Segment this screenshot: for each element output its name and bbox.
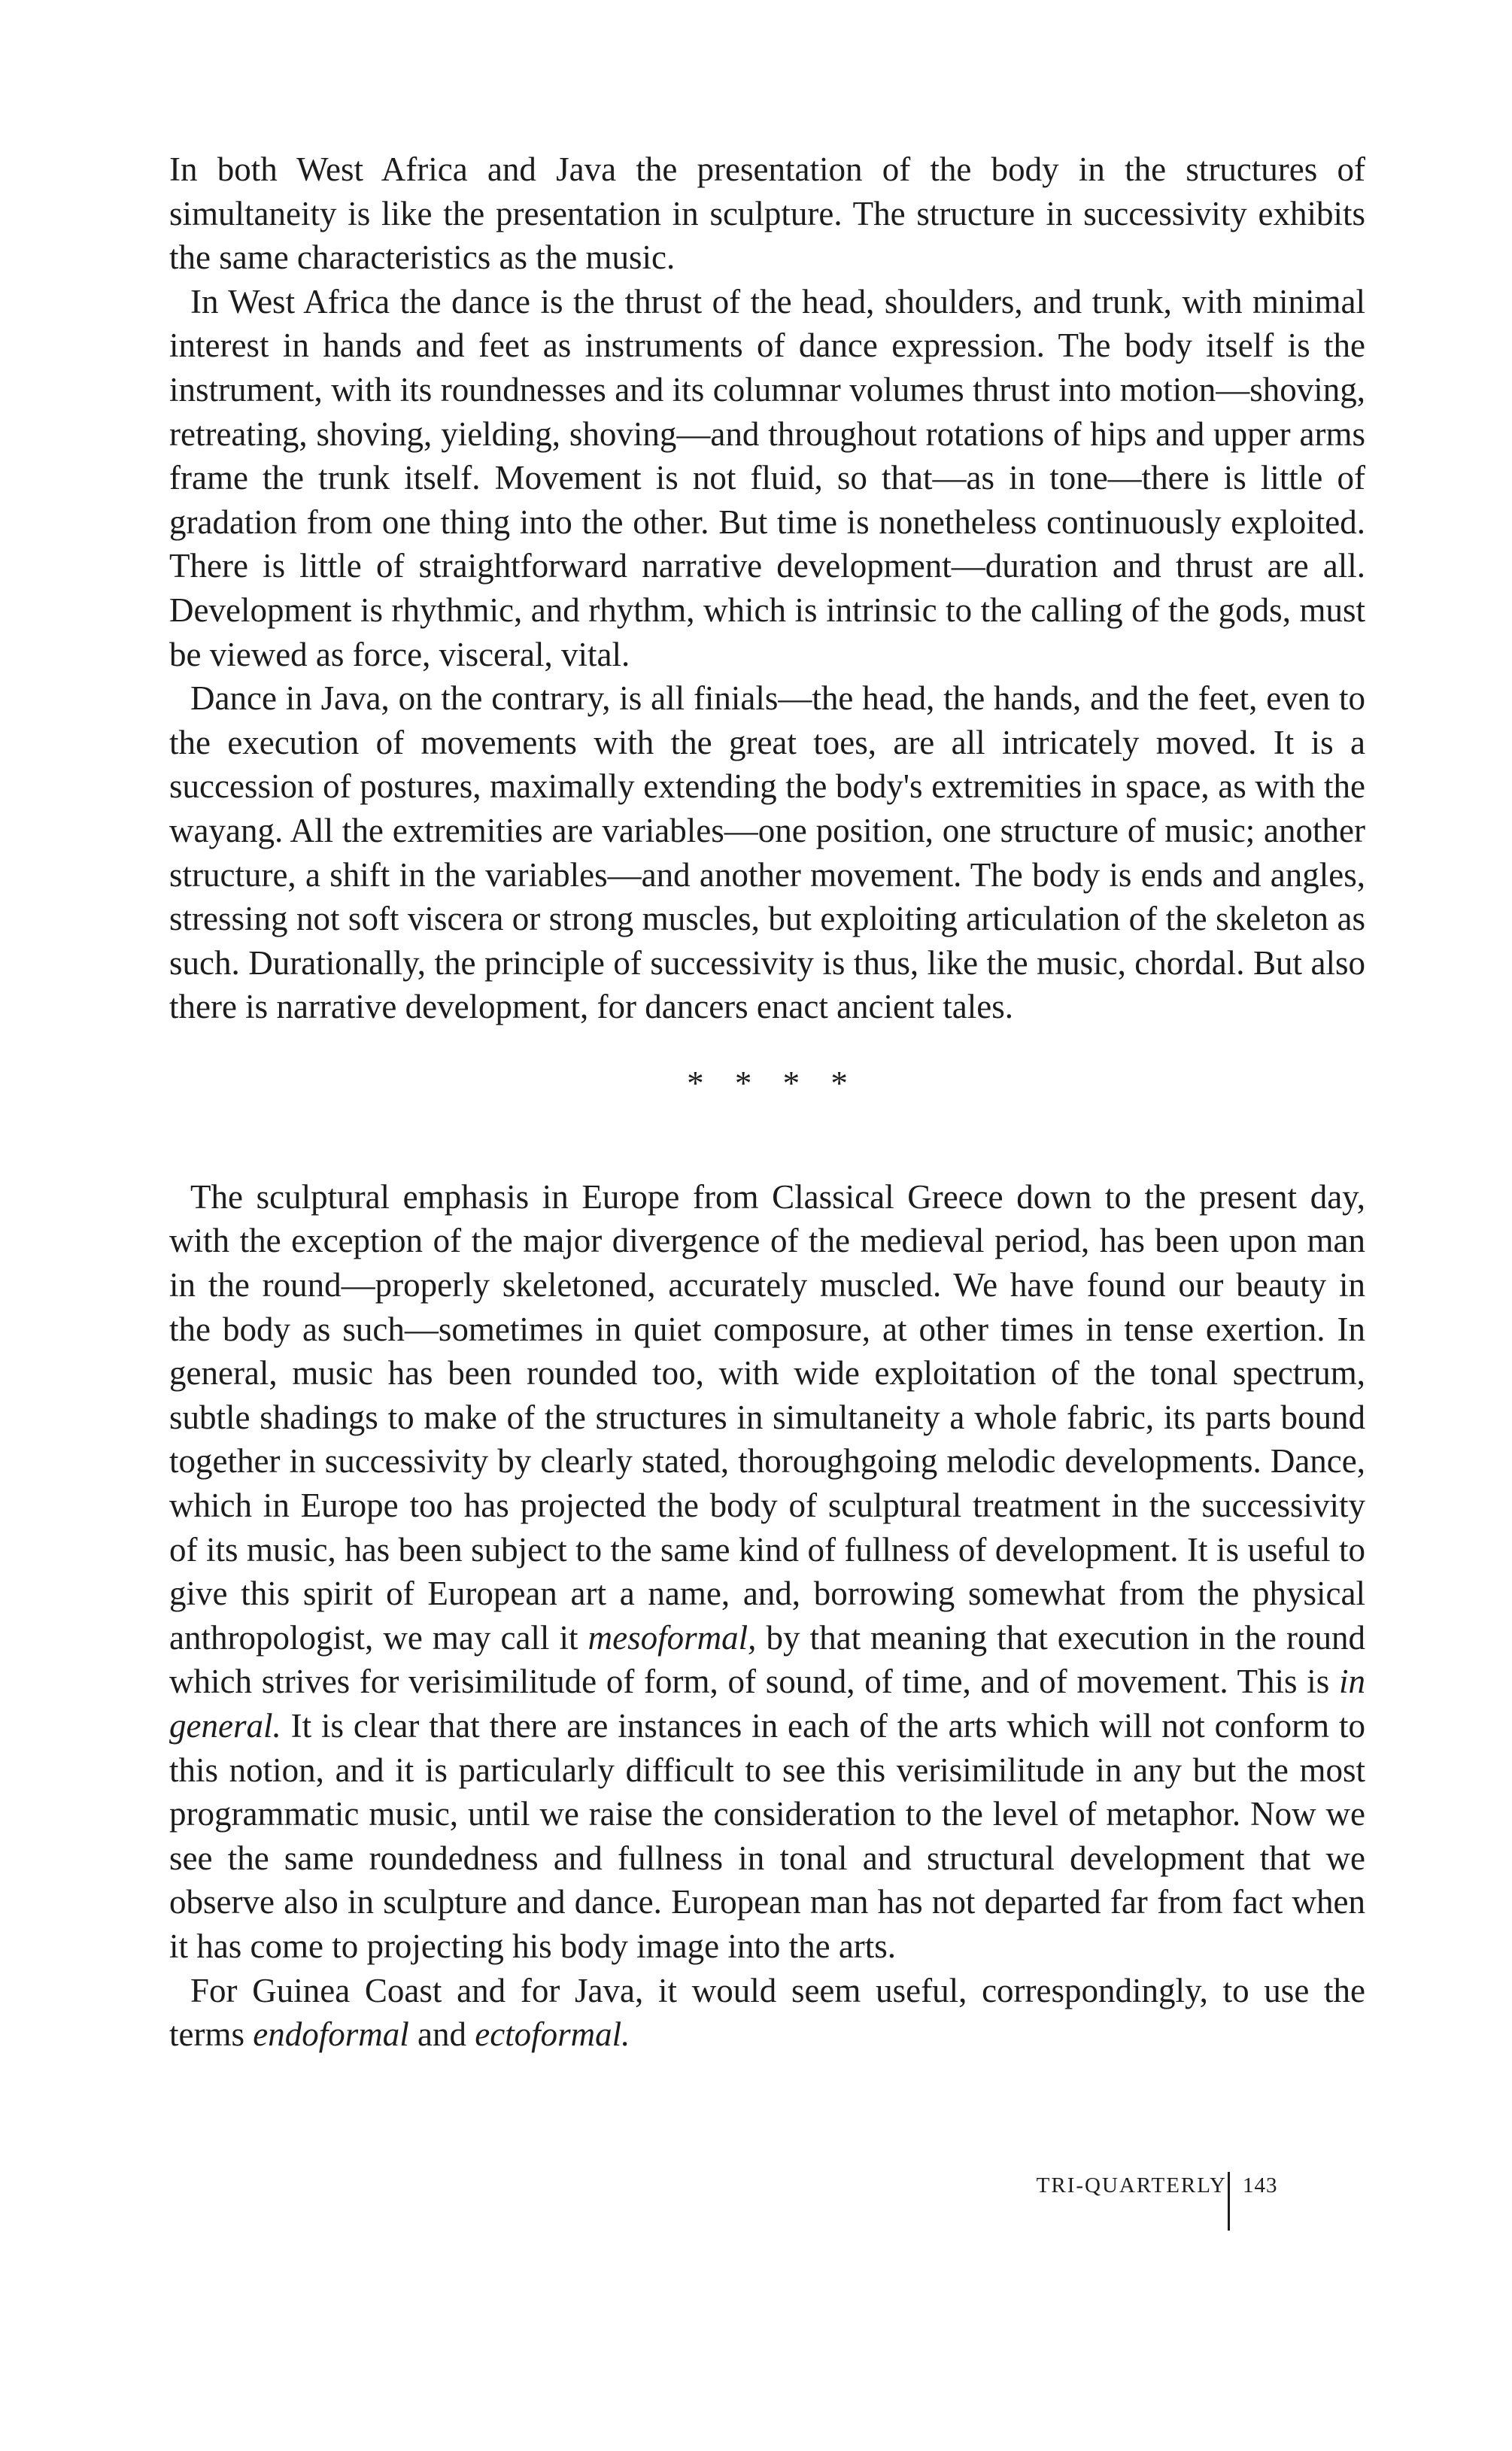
section-africa-java <box>169 147 1365 1029</box>
section-break: * * * * <box>687 1064 848 1102</box>
paragraph-conclusion-text-1: For Guinea Coast and for Java, it would seem useful, correspondingly, to use the terms <box>169 1971 1365 2054</box>
paragraph-conclusion <box>169 1969 1365 2057</box>
term-mesoformal: mesoformal, <box>587 1618 757 1657</box>
paragraph-europe-text-3: It is clear that there are instances in each of the arts which will not conform to this notion, and it is particularly difficult to see this verisimilitude in any but the most programmatic music, until we raise the consideration to the level of metaphor. Now we see the same roundedness and fullness in tonal and structural development that we observe also in sculpture and dance. European man has not departed far from fact when it has come to projecting his body image into the arts. <box>169 1707 1365 1965</box>
paragraph-west-africa: In West Africa the dance is the thrust of the head, shoulders, and trunk, with minimal interest in hands and feet as instruments of dance expression. The body itself is the instrument, with its roundnesses and its columnar volumes thrust into motion—shoving, retreating, shoving, yielding, shoving—and throughout rotations of hips and upper arms frame the trunk itself. Movement is not fluid, so that—as in tone—there is little of gradation from one thing into the other. But time is nonetheless continuously exploited. There is little of straightforward narrative development—duration and thrust are all. Development is rhythmic, and rhythm, which is intrinsic to the calling of the gods, must be viewed as force, visceral, vital. <box>169 282 1365 673</box>
term-endoformal: endoformal <box>253 2015 409 2054</box>
page-number: 143 <box>1243 2173 1278 2197</box>
footer-divider <box>1228 2172 1230 2231</box>
paragraph-europe-text-1: The sculptural emphasis in Europe from Classical Greece down to the present day, with the exception of the major divergence of the medieval period, has been upon man in the round—properly skeletoned, accurately muscled. We have found our beauty in the body as such—sometimes in quiet composure, at other times in tense exertion. In general, music has been rounded too, with wide exploitation of the tonal spectrum, subtle shadings to make of the structures in simultaneity a whole fabric, its parts bound together in successivity by clearly stated, thoroughgoing melodic developments. Dance, which in Europe too has projected the body of sculptural treatment in the successivity of its music, has been subject to the same kind of fullness of development. It is useful to give this spirit of European art a name, and, borrowing somewhat from the physical anthropologist, we may call it <box>169 1177 1365 1657</box>
paragraph-java: Dance in Java, on the contrary, is all finials—the head, the hands, and the feet, even to the execution of movements with the great toes, are all intricately moved. It is a succession of postures, maximally extending the body's extremities in space, as with the wayang. All the extremities are variables—one position, one structure of music; another structure, a shift in the variables—and another movement. The body is ends and angles, stressing not soft viscera or strong muscles, but exploiting articulation of the skeleton as such. Durationally, the principle of successivity is thus, like the music, chordal. But also there is narrative development, for dancers enact ancient tales. <box>169 679 1365 1026</box>
journal-name: TRI-QUARTERLY <box>1036 2173 1227 2197</box>
paragraph-europe <box>169 1175 1365 1969</box>
paragraph-intro: In both West Africa and Java the presentation of the body in the structures of simultaneity is like the presentation in sculpture. The structure in successivity exhibits the same characteristics as the music. <box>169 150 1365 277</box>
page-footer <box>978 2172 1294 2232</box>
paragraph-europe-text-2: by that meaning that execution in the round which strives for verisimilitude of form, of sound, of time, and of movement. This is <box>169 1618 1365 1701</box>
emphasis-in-general: in general. <box>169 1663 1365 1745</box>
section-europe <box>169 1175 1365 2057</box>
term-ectoformal: ectoformal. <box>475 2015 630 2054</box>
paragraph-conclusion-text-2: and <box>408 2015 475 2054</box>
page-body <box>169 147 1365 2057</box>
